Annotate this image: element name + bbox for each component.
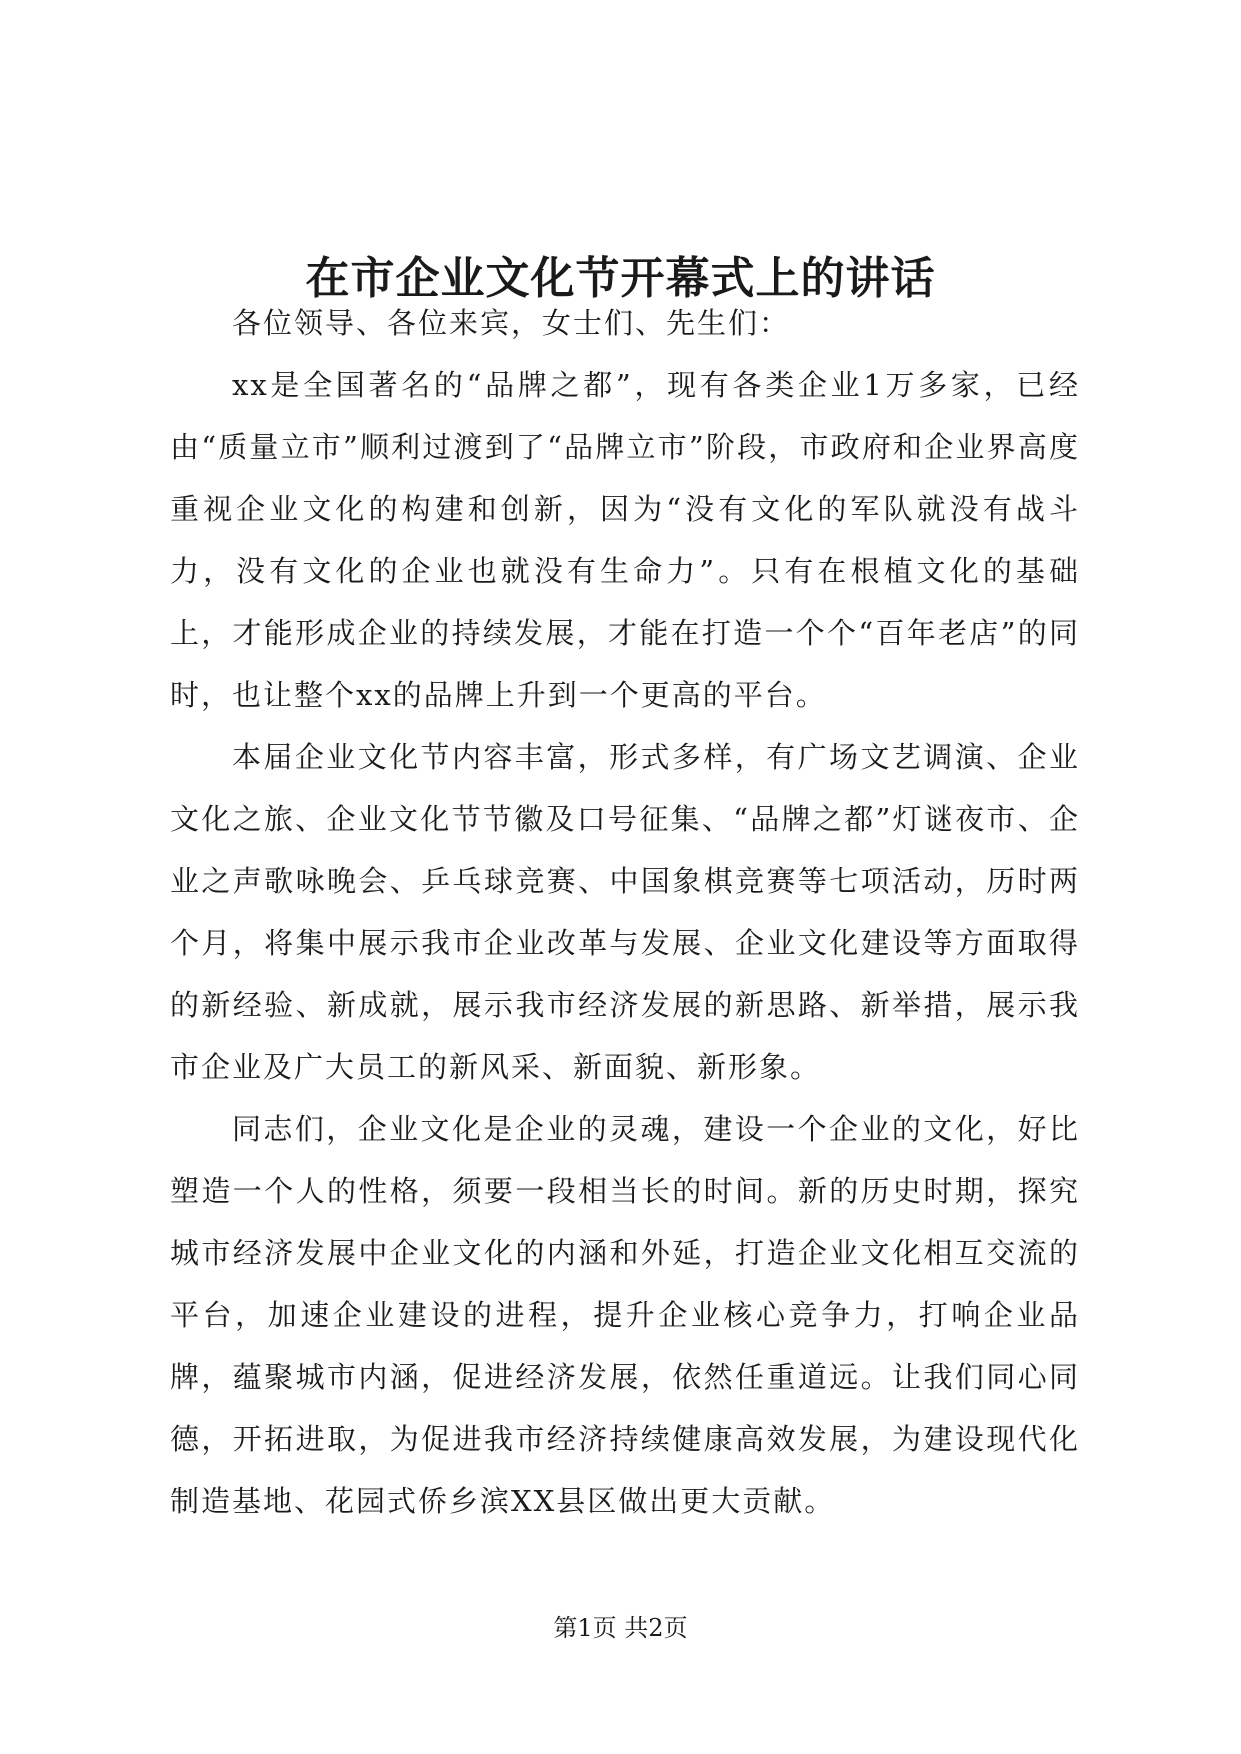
paragraph-2: 本届企业文化节内容丰富，形式多样，有广场文艺调演、企业文化之旅、企业文化节节徽及口号征集、“品牌之都”灯谜夜市、企业之声歌咏晚会、乒乓球竞赛、中国象棋竞赛等七项活动，历时两个月，将集中展示我市企业改革与发展、企业文化建设等方面取得的新经验、新成就，展示我市经济发展的新思路、新举措，展示我市企业及广大员工的新风采、新面貌、新形象。 — [170, 740, 1080, 1084]
page-number-footer: 第1页 共2页 — [553, 1614, 688, 1642]
document-title: 在市企业文化节开幕式上的讲话 — [305, 253, 936, 305]
paragraph-3: 同志们，企业文化是企业的灵魂，建设一个企业的文化，好比塑造一个人的性格，须要一段相当长的时间。新的历史时期，探究城市经济发展中企业文化的内涵和外延，打造企业文化相互交流的平台，加速企业建设的进程，提升企业核心竞争力，打响企业品牌，蕴聚城市内涵，促进经济发展，依然任重道远。让我们同心同德，开拓进取，为促进我市经济持续健康高效发展，为建设现代化制造基地、花园式侨乡滨XX县区做出更大贡献。 — [170, 1112, 1080, 1518]
paragraph-1: xx是全国著名的“品牌之都”，现有各类企业1万多家，已经由“质量立市”顺利过渡到了“品牌立市”阶段，市政府和企业界高度重视企业文化的构建和创新，因为“没有文化的军队就没有战斗力，没有文化的企业也就没有生命力”。只有在根植文化的基础上，才能形成企业的持续发展，才能在打造一个个“百年老店”的同时，也让整个xx的品牌上升到一个更高的平台。 — [170, 368, 1080, 712]
document-body — [170, 292, 1080, 1532]
greeting-line: 各位领导、各位来宾，女士们、先生们： — [232, 306, 791, 340]
